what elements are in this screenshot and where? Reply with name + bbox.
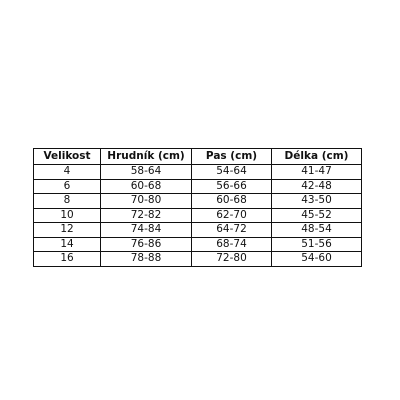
cell-length: 43-50 [272, 194, 362, 209]
cell-size: 16 [34, 252, 101, 267]
table-row [34, 252, 362, 267]
cell-length: 41-47 [272, 165, 362, 180]
cell-waist: 54-64 [192, 165, 272, 180]
table-row [34, 165, 362, 180]
table-row [34, 194, 362, 209]
header-chest: Hrudník (cm) [101, 149, 192, 165]
table-header-row [34, 149, 362, 165]
cell-waist: 60-68 [192, 194, 272, 209]
cell-waist: 56-66 [192, 179, 272, 194]
cell-length: 45-52 [272, 208, 362, 223]
cell-chest: 76-86 [101, 237, 192, 252]
cell-chest: 72-82 [101, 208, 192, 223]
cell-length: 48-54 [272, 223, 362, 238]
cell-size: 6 [34, 179, 101, 194]
cell-chest: 74-84 [101, 223, 192, 238]
cell-size: 8 [34, 194, 101, 209]
header-length: Délka (cm) [272, 149, 362, 165]
cell-length: 51-56 [272, 237, 362, 252]
cell-waist: 62-70 [192, 208, 272, 223]
cell-chest: 60-68 [101, 179, 192, 194]
table-row [34, 223, 362, 238]
cell-chest: 70-80 [101, 194, 192, 209]
table-row [34, 179, 362, 194]
cell-chest: 58-64 [101, 165, 192, 180]
cell-length: 54-60 [272, 252, 362, 267]
cell-size: 12 [34, 223, 101, 238]
cell-waist: 64-72 [192, 223, 272, 238]
table-row [34, 208, 362, 223]
cell-length: 42-48 [272, 179, 362, 194]
cell-chest: 78-88 [101, 252, 192, 267]
table-row [34, 237, 362, 252]
cell-size: 10 [34, 208, 101, 223]
header-waist: Pas (cm) [192, 149, 272, 165]
cell-waist: 72-80 [192, 252, 272, 267]
cell-size: 14 [34, 237, 101, 252]
cell-waist: 68-74 [192, 237, 272, 252]
cell-size: 4 [34, 165, 101, 180]
header-size: Velikost [34, 149, 101, 165]
size-chart-table [33, 148, 362, 267]
